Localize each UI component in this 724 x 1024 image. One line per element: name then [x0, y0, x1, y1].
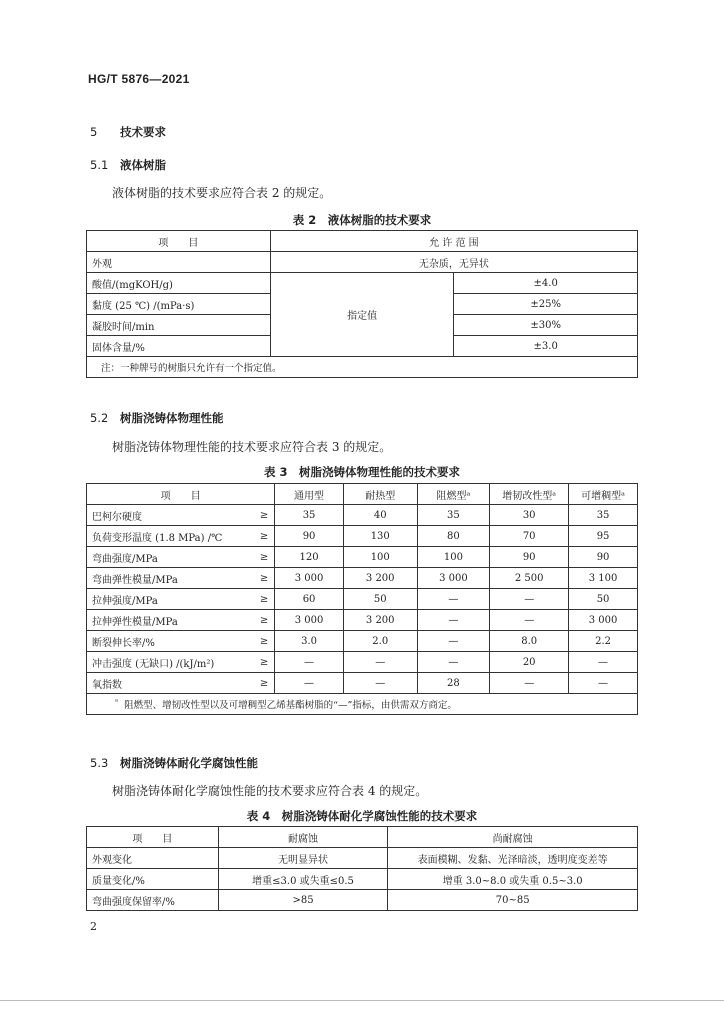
section-number: 5.1 — [90, 158, 109, 172]
header-cell: 增韧改性型ᵃ — [490, 484, 569, 505]
cell-value: 40 — [343, 505, 417, 526]
cell-value: ±30% — [454, 315, 638, 336]
row-label: 质量变化/% — [87, 869, 219, 890]
table-row — [87, 631, 638, 652]
section-5-1-paragraph: 液体树脂的技术要求应符合表 2 的规定。 — [112, 186, 332, 200]
cell-value: 90 — [569, 547, 638, 568]
section-number: 5.3 — [90, 756, 109, 770]
table-row — [87, 568, 638, 589]
cell-value: — — [343, 673, 417, 694]
section-5-2-heading — [90, 410, 224, 426]
row-label: 凝胶时间/min — [87, 315, 271, 336]
table-note — [87, 694, 638, 715]
cell-value: 90 — [490, 547, 569, 568]
ge-symbol: ≥ — [249, 547, 274, 568]
specified-value-cell: 指定值 — [270, 273, 454, 357]
cell-value: — — [417, 589, 490, 610]
cell-value: 100 — [417, 547, 490, 568]
cell-value: 增重 3.0~8.0 或失重 0.5~3.0 — [388, 869, 638, 890]
table-row — [87, 610, 638, 631]
header-cell: 耐热型 — [343, 484, 417, 505]
cell-value: — — [275, 673, 344, 694]
cell-value: — — [417, 652, 490, 673]
section-5-1-heading — [90, 157, 166, 173]
cell-value: 90 — [275, 526, 344, 547]
cell-value: 2.2 — [569, 631, 638, 652]
header-cell: 项 目 — [87, 827, 219, 848]
cell-value: 增重≤3.0 或失重≤0.5 — [218, 869, 388, 890]
table-header-row — [87, 231, 638, 252]
table-row — [87, 273, 638, 294]
table-row — [87, 547, 638, 568]
section-5-3-paragraph: 树脂浇铸体耐化学腐蚀性能的技术要求应符合表 4 的规定。 — [112, 784, 428, 798]
table-note: 注：一种牌号的树脂只允许有一个指定值。 — [87, 357, 638, 378]
note-text: 阻燃型、增韧改性型以及可增稠型乙烯基酯树脂的“—”指标，由供需双方商定。 — [124, 700, 457, 712]
section-title: 技术要求 — [120, 125, 166, 139]
row-label: 氧指数 — [87, 673, 250, 694]
cell-value: 3 200 — [343, 568, 417, 589]
row-label: 断裂伸长率/% — [87, 631, 250, 652]
page-number: 2 — [90, 920, 97, 933]
cell-value: 100 — [343, 547, 417, 568]
cell-value: 2 500 — [490, 568, 569, 589]
cell-value: 3 000 — [275, 610, 344, 631]
cell-value: — — [417, 631, 490, 652]
cell-value: 50 — [569, 589, 638, 610]
section-title: 树脂浇铸体物理性能 — [120, 411, 224, 425]
section-5-2-paragraph: 树脂浇铸体物理性能的技术要求应符合表 3 的规定。 — [112, 440, 392, 454]
row-label: 拉伸强度/MPa — [87, 589, 250, 610]
table-row — [87, 505, 638, 526]
cell-value: — — [343, 652, 417, 673]
ge-symbol: ≥ — [249, 589, 274, 610]
cell-value: 2.0 — [343, 631, 417, 652]
cell-value: — — [275, 652, 344, 673]
section-number: 5 — [90, 125, 98, 139]
ge-symbol: ≥ — [249, 631, 274, 652]
ge-symbol: ≥ — [249, 568, 274, 589]
section-5-heading — [90, 124, 166, 140]
cell-value: — — [490, 610, 569, 631]
row-label: 黏度 (25 ℃) /(mPa·s) — [87, 294, 271, 315]
header-cell: 项 目 — [87, 231, 271, 252]
cell-value: 80 — [417, 526, 490, 547]
table-row — [87, 526, 638, 547]
header-cell: 允 许 范 围 — [270, 231, 637, 252]
header-cell: 尚耐腐蚀 — [388, 827, 638, 848]
table-row — [87, 673, 638, 694]
table-header-row — [87, 827, 638, 848]
table-row — [87, 652, 638, 673]
cell-value: 8.0 — [490, 631, 569, 652]
cell-value: — — [490, 673, 569, 694]
row-label: 负荷变形温度 (1.8 MPa) /℃ — [87, 526, 250, 547]
ge-symbol: ≥ — [249, 526, 274, 547]
cell-value: 3.0 — [275, 631, 344, 652]
header-cell: 阻燃型ᵃ — [417, 484, 490, 505]
note-marker: ᵃ — [115, 696, 119, 706]
cell-value: 3 200 — [343, 610, 417, 631]
cell-value: 28 — [417, 673, 490, 694]
section-5-3-heading — [90, 755, 258, 771]
table-row — [87, 589, 638, 610]
cell-value: 35 — [569, 505, 638, 526]
cell-value: 70 — [490, 526, 569, 547]
row-label: 弯曲强度/MPa — [87, 547, 250, 568]
page-bottom-divider — [0, 1000, 724, 1001]
section-title: 液体树脂 — [120, 158, 166, 172]
cell-value: 无杂质，无异状 — [270, 252, 637, 273]
header-cell: 耐腐蚀 — [218, 827, 388, 848]
ge-symbol: ≥ — [249, 610, 274, 631]
table-2-caption: 表 2 液体树脂的技术要求 — [292, 213, 432, 227]
row-label: 冲击强度 (无缺口) /(kJ/m²) — [87, 652, 250, 673]
cell-value: ±25% — [454, 294, 638, 315]
table-note-row — [87, 357, 638, 378]
cell-value: 95 — [569, 526, 638, 547]
table-row — [87, 848, 638, 869]
header-cell: 可增稠型ᵃ — [569, 484, 638, 505]
cell-value: 130 — [343, 526, 417, 547]
cell-value: 35 — [275, 505, 344, 526]
cell-value: 无明显异状 — [218, 848, 388, 869]
table-3-caption: 表 3 树脂浇铸体物理性能的技术要求 — [263, 465, 460, 479]
cell-value: — — [490, 589, 569, 610]
row-label: 巴柯尔硬度 — [87, 505, 250, 526]
cell-value: 30 — [490, 505, 569, 526]
cell-value: 3 100 — [569, 568, 638, 589]
cell-value: 35 — [417, 505, 490, 526]
table-row — [87, 252, 638, 273]
ge-symbol: ≥ — [249, 505, 274, 526]
row-label: 酸值/(mgKOH/g) — [87, 273, 271, 294]
cell-value: 3 000 — [569, 610, 638, 631]
row-label: 拉伸弹性模量/MPa — [87, 610, 250, 631]
section-title: 树脂浇铸体耐化学腐蚀性能 — [120, 756, 258, 770]
cell-value: 3 000 — [275, 568, 344, 589]
cell-value: 60 — [275, 589, 344, 610]
cell-value: — — [569, 673, 638, 694]
standard-code-header: HG/T 5876—2021 — [88, 72, 190, 86]
row-label: 外观 — [87, 252, 271, 273]
ge-symbol: ≥ — [249, 652, 274, 673]
cell-value: 3 000 — [417, 568, 490, 589]
row-label: 弯曲弹性模量/MPa — [87, 568, 250, 589]
cell-value: 50 — [343, 589, 417, 610]
header-cell: 通用型 — [275, 484, 344, 505]
table-row — [87, 869, 638, 890]
cell-value: 20 — [490, 652, 569, 673]
table-2 — [86, 230, 638, 378]
row-label: 固体含量/% — [87, 336, 271, 357]
table-4-caption: 表 4 树脂浇铸体耐化学腐蚀性能的技术要求 — [246, 809, 478, 823]
table-4 — [86, 826, 638, 911]
table-3 — [86, 483, 638, 715]
cell-value: 表面模糊、发黏、光泽暗淡，透明度变差等 — [388, 848, 638, 869]
cell-value: >85 — [218, 890, 388, 911]
row-label: 外观变化 — [87, 848, 219, 869]
cell-value: 70~85 — [388, 890, 638, 911]
section-number: 5.2 — [90, 411, 109, 425]
cell-value: ±4.0 — [454, 273, 638, 294]
table-row — [87, 890, 638, 911]
header-cell: 项 目 — [87, 484, 275, 505]
ge-symbol: ≥ — [249, 673, 274, 694]
table-header-row — [87, 484, 638, 505]
cell-value: — — [569, 652, 638, 673]
table-note-row — [87, 694, 638, 715]
cell-value: — — [417, 610, 490, 631]
cell-value: 120 — [275, 547, 344, 568]
row-label: 弯曲强度保留率/% — [87, 890, 219, 911]
cell-value: ±3.0 — [454, 336, 638, 357]
